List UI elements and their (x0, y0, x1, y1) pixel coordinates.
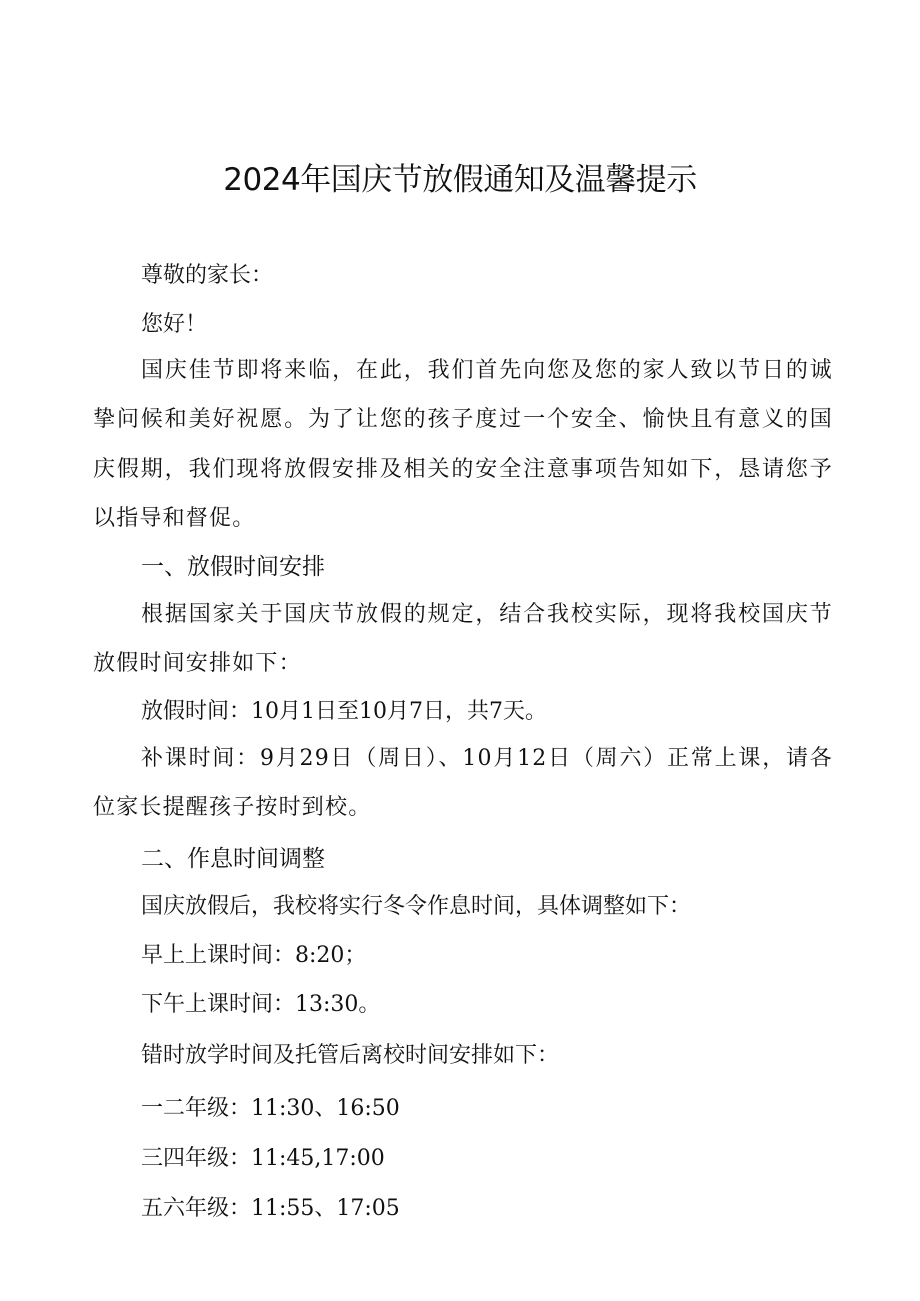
salutation: 尊敬的家长： (141, 263, 274, 288)
makeup-class-time: 补课时间：9月29日（周日）、10月12日（周六）正常上课，请各位家长提醒孩子按时到校。 (93, 746, 833, 821)
schedule-adjustment-paragraph: 国庆放假后，我校将实行冬令作息时间，具体调整如下： (141, 894, 692, 919)
section-heading-holiday-schedule: 一、放假时间安排 (141, 554, 325, 580)
holiday-schedule-paragraph: 根据国家关于国庆节放假的规定，结合我校实际，现将我校国庆节放假时间安排如下： (93, 602, 833, 677)
afternoon-class-time: 下午上课时间：13:30。 (141, 992, 381, 1017)
grade-3-4-dismissal: 三四年级：11:45,17:00 (141, 1146, 385, 1171)
grade-1-2-dismissal: 一二年级：11:30、16:50 (141, 1096, 400, 1121)
grade-5-6-dismissal: 五六年级：11:55、17:05 (141, 1196, 400, 1221)
dismissal-intro: 错时放学时间及托管后离校时间安排如下： (141, 1043, 560, 1068)
greeting: 您好！ (141, 312, 208, 337)
morning-class-time: 早上上课时间：8:20； (141, 943, 367, 968)
section-heading-schedule-adjustment: 二、作息时间调整 (141, 846, 325, 872)
holiday-time: 放假时间：10月1日至10月7日，共7天。 (141, 699, 547, 724)
intro-paragraph: 国庆佳节即将来临，在此，我们首先向您及您的家人致以节日的诚挚问候和美好祝愿。为了让您的孩子度过一个安全、愉快且有意义的国庆假期，我们现将放假安排及相关的安全注意事项告知如下，恳请您予以指导和督促。 (93, 358, 833, 531)
document-title: 2024年国庆节放假通知及温馨提示 (223, 162, 697, 198)
